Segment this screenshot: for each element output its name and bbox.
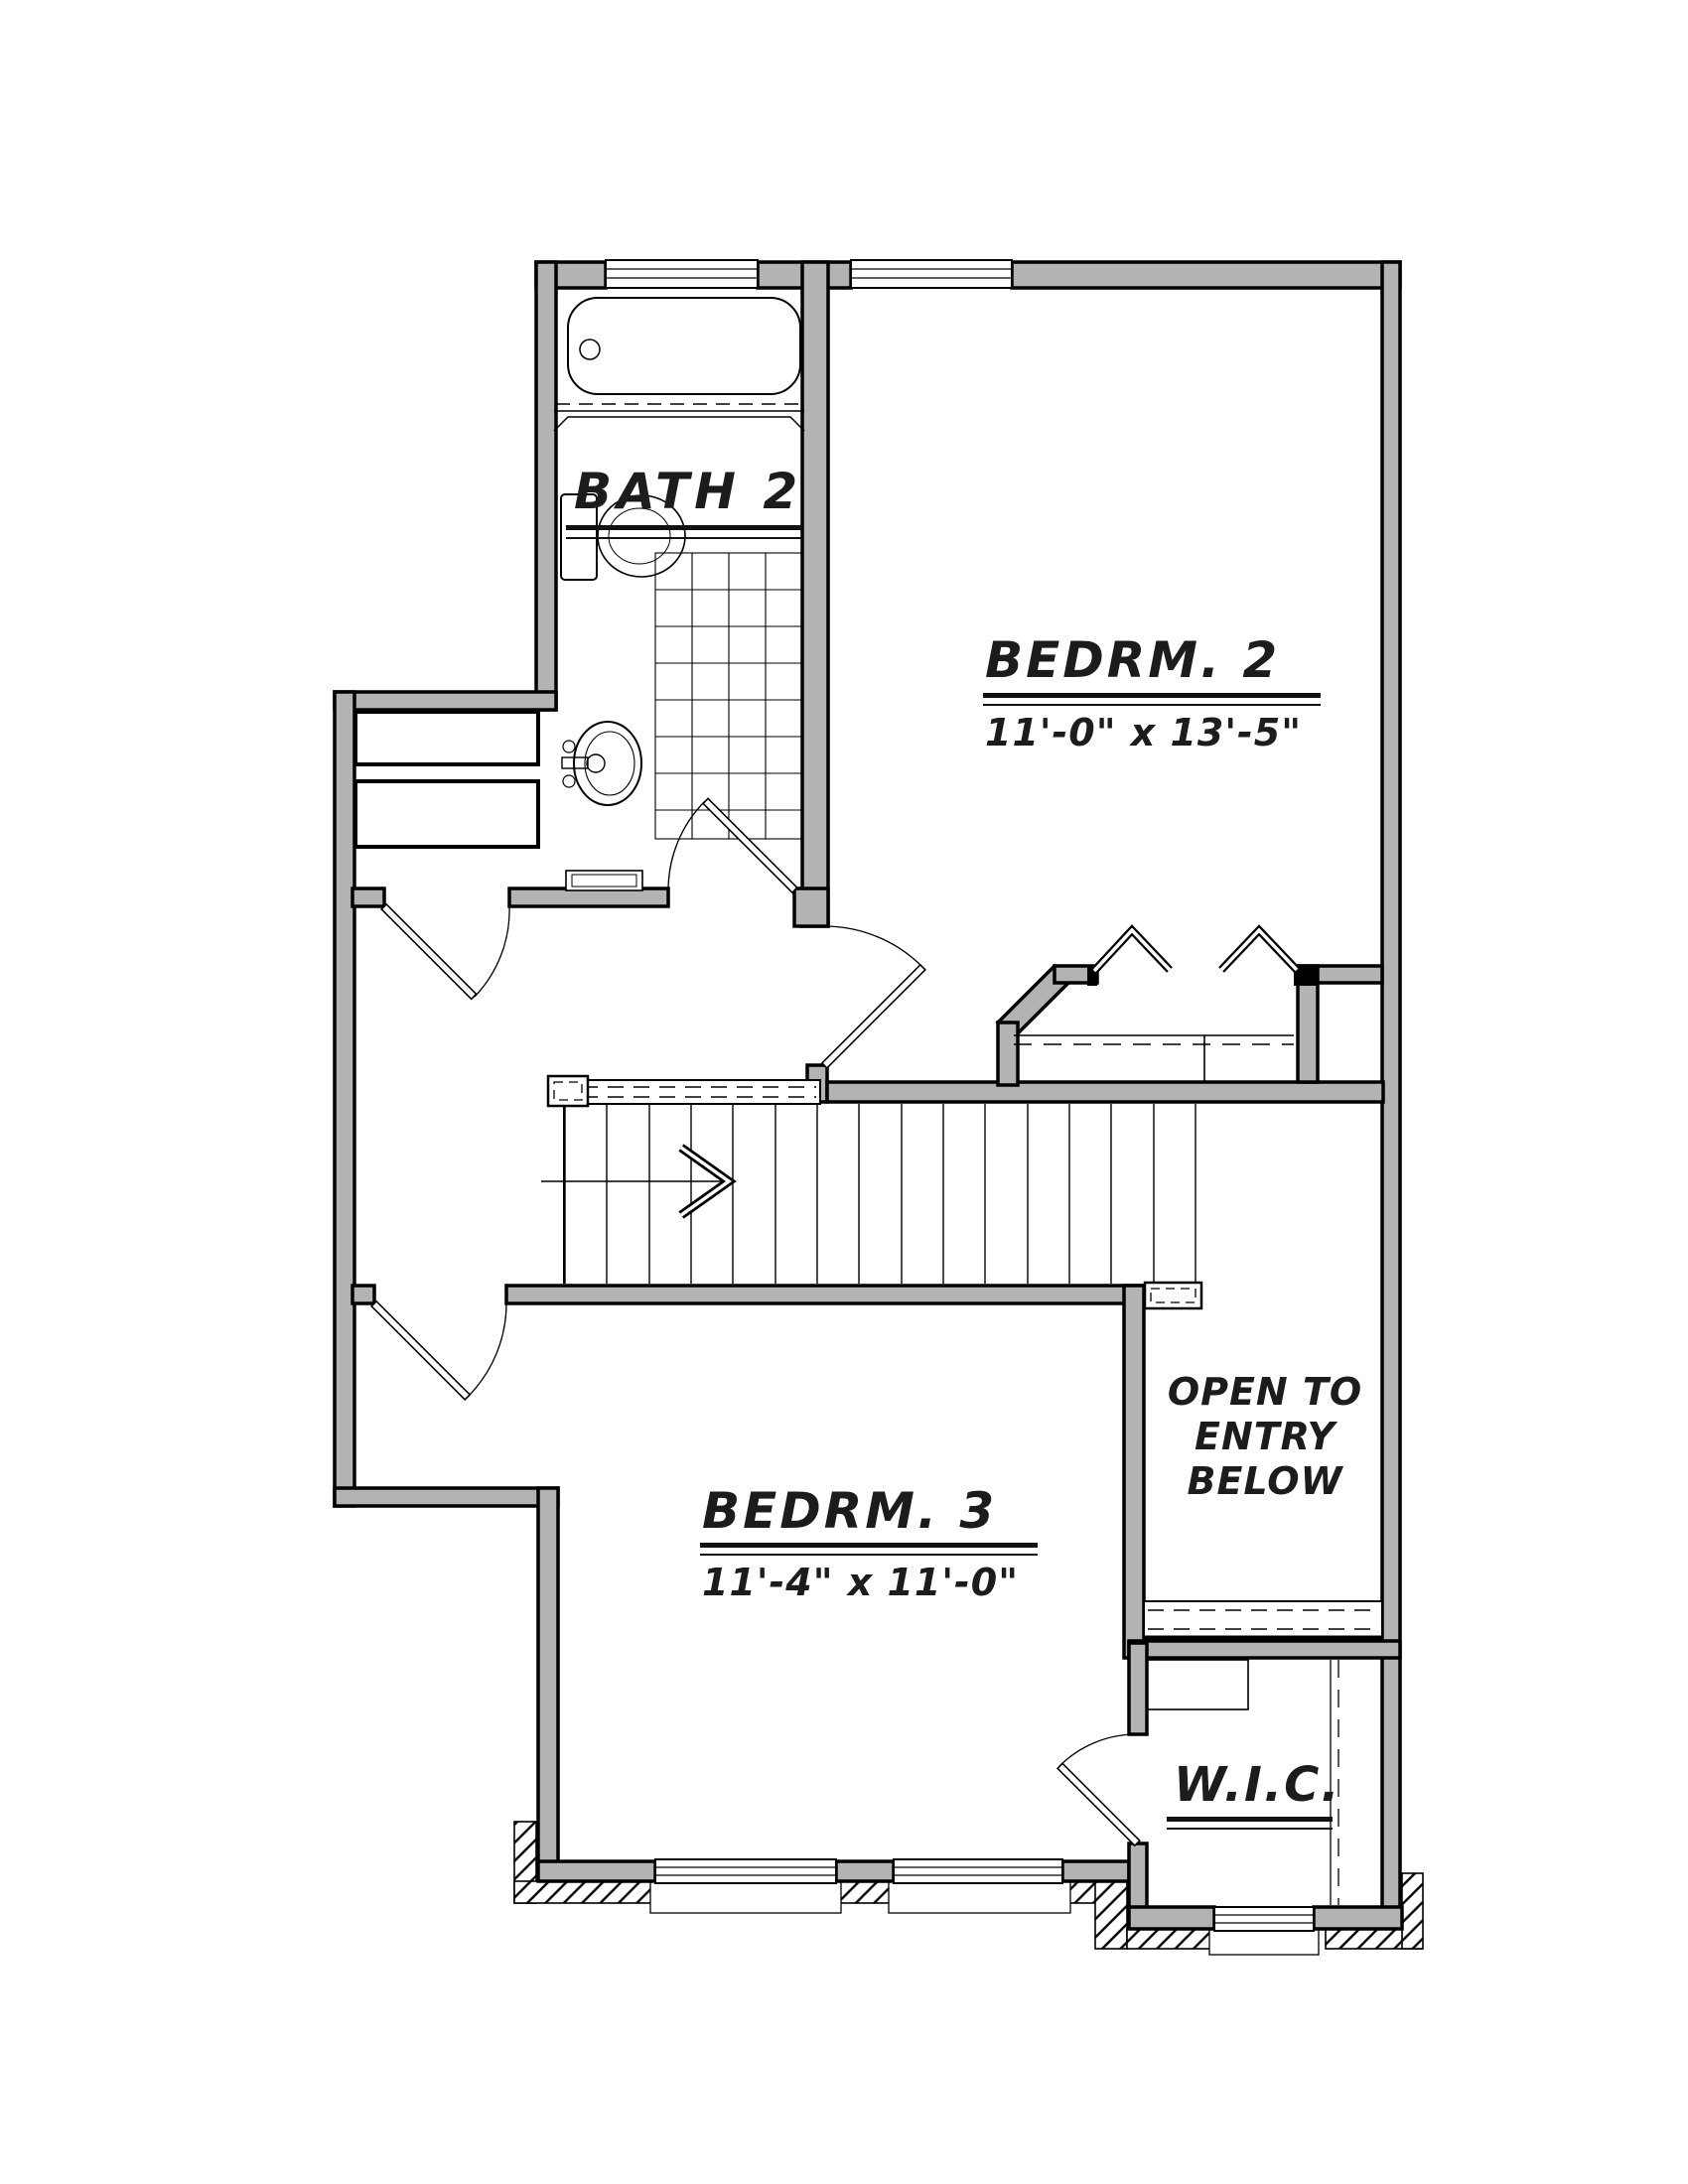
bedroom2-underline [983, 693, 1321, 698]
bath-threshold [566, 871, 642, 890]
wic-underline [1167, 1817, 1333, 1822]
bath2-underline-thin [566, 537, 801, 539]
bedroom3-underline [700, 1543, 1038, 1548]
bathtub [554, 298, 804, 431]
bedroom2-closet-shelf-rod [1014, 1035, 1294, 1082]
stair-direction-arrow [541, 1148, 729, 1215]
bedroom2-underline-thin [983, 704, 1321, 706]
linen-shelves [355, 712, 538, 847]
door-leaves [371, 798, 1140, 1845]
room-label-wic: W.I.C. [1174, 1757, 1341, 1813]
door-swing-arcs [468, 801, 1137, 1766]
room-label-bath2: BATH 2 [574, 463, 803, 520]
label-open-to-entry-below [1150, 1370, 1380, 1503]
handrail-shaft-bottom [1144, 1601, 1382, 1640]
room-dims-bedroom2: 11'-0" x 13'-5" [985, 711, 1303, 754]
bath2-underline [566, 525, 801, 530]
handrail-top-of-stairs [548, 1076, 820, 1106]
wic-underline-thin [1167, 1828, 1333, 1830]
room-dims-bedroom3: 11'-4" x 11'-0" [702, 1561, 1020, 1604]
closet-bifold-doors [1094, 930, 1297, 971]
sink [562, 722, 641, 805]
room-label-bedroom2: BEDRM. 2 [985, 631, 1281, 689]
room-label-bedroom3: BEDRM. 3 [702, 1482, 998, 1540]
bedroom3-underline-thin [700, 1554, 1038, 1556]
shower-tile-floor [655, 553, 802, 839]
open-line3: BELOW [1187, 1458, 1343, 1503]
walls [335, 262, 1402, 1929]
open-line1: OPEN TO [1167, 1370, 1363, 1414]
closet-jambs [1087, 966, 1318, 986]
open-line2: ENTRY [1195, 1414, 1336, 1458]
handrail-shaft-corner [1145, 1283, 1201, 1308]
